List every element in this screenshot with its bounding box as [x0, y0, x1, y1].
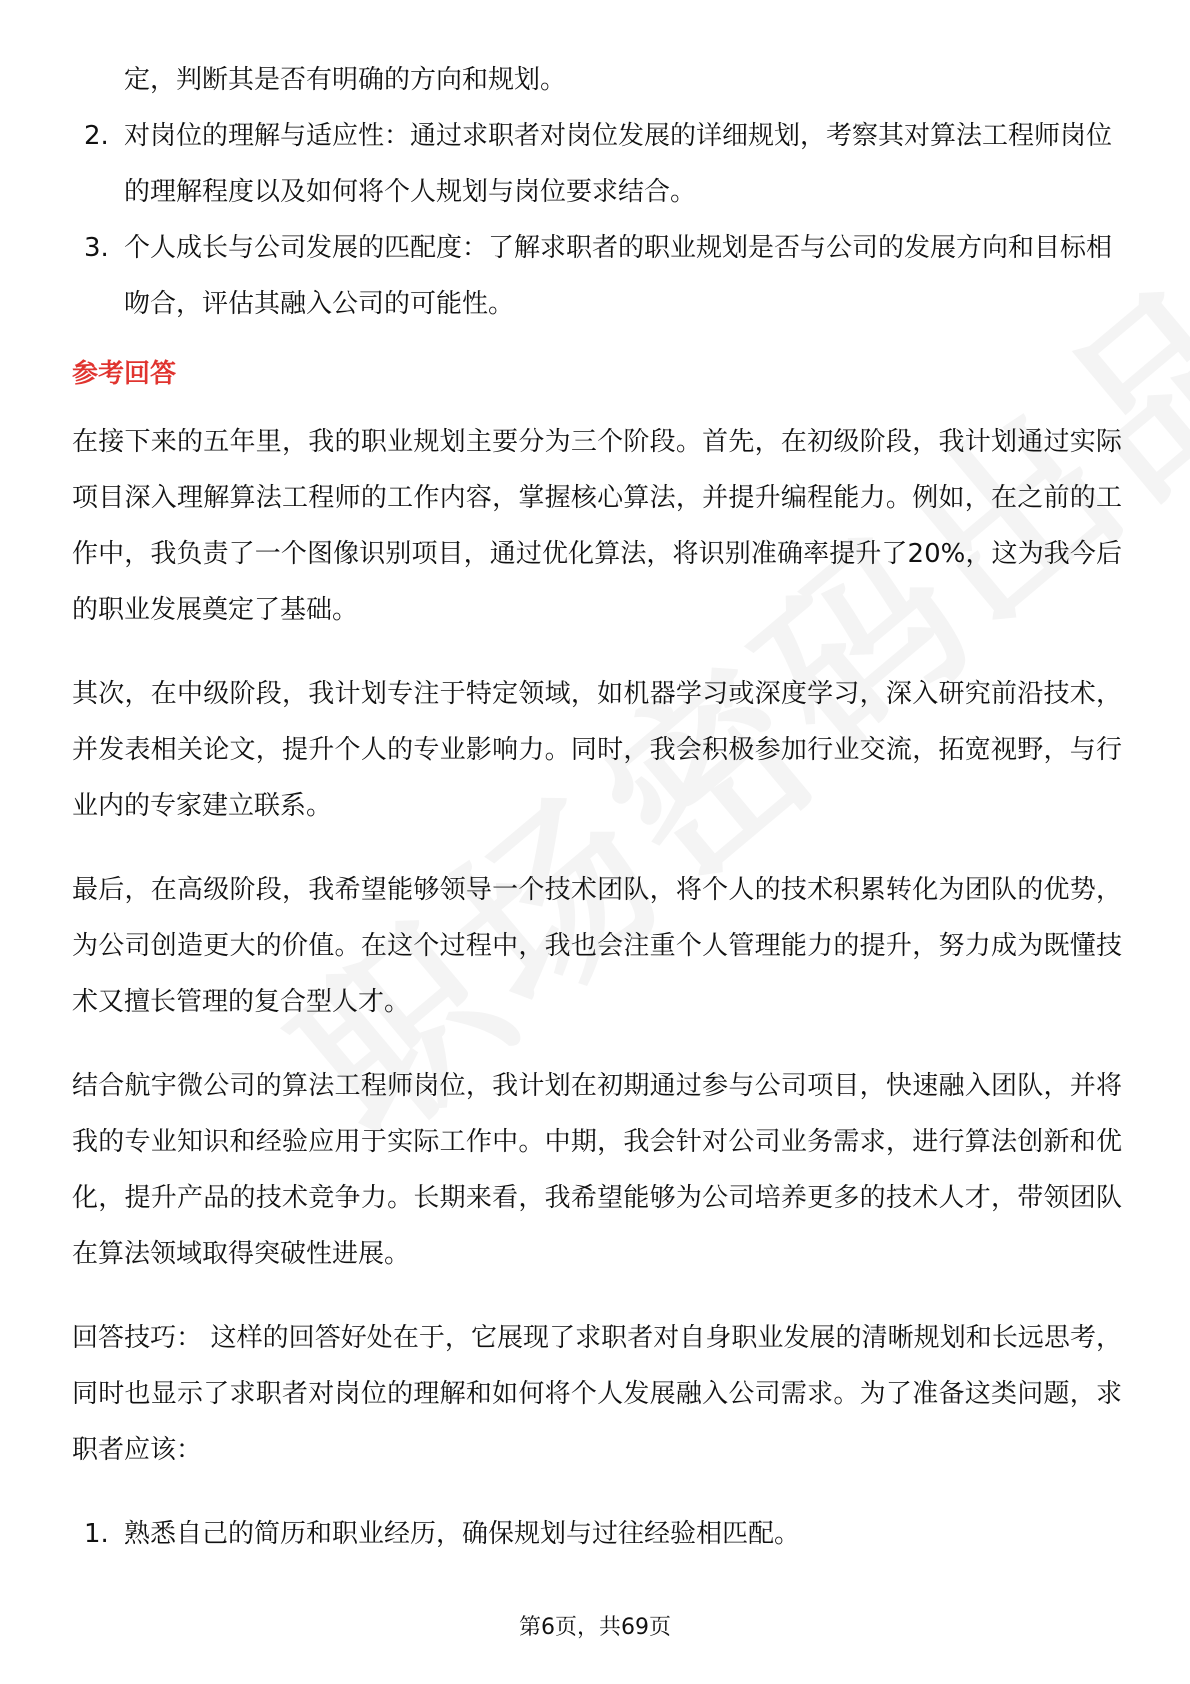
list-item-continuation: 定，判断其是否有明确的方向和规划。: [124, 65, 567, 95]
document-body: [72, 52, 1122, 1562]
answer-paragraph: 其次，在中级阶段，我计划专注于特定领域，如机器学习或深度学习，深入研究前沿技术，并发表相关论文，提升个人的专业影响力。同时，我会积极参加行业交流，拓宽视野，与行业内的专家建立联系。: [72, 679, 1122, 821]
list-number: 2.: [84, 121, 109, 151]
list-number: 1.: [84, 1519, 109, 1549]
tips-paragraph: 回答技巧： 这样的回答好处在于，它展现了求职者对自身职业发展的清晰规划和长远思考，同时也显示了求职者对岗位的理解和如何将个人发展融入公司需求。为了准备这类问题，求职者应该：: [72, 1323, 1122, 1465]
list-item: [72, 220, 1122, 332]
list-item: [72, 1506, 1122, 1562]
criteria-list: [72, 108, 1122, 332]
answer-paragraph: 结合航宇微公司的算法工程师岗位，我计划在初期通过参与公司项目，快速融入团队，并将我的专业知识和经验应用于实际工作中。中期，我会针对公司业务需求，进行算法创新和优化，提升产品的技术竞争力。长期来看，我希望能够为公司培养更多的技术人才，带领团队在算法领域取得突破性进展。: [72, 1071, 1122, 1269]
list-item-text: 对岗位的理解与适应性：通过求职者对岗位发展的详细规划，考察其对算法工程师岗位的理解程度以及如何将个人规划与岗位要求结合。: [124, 121, 1113, 207]
answer-paragraph: 最后，在高级阶段，我希望能够领导一个技术团队，将个人的技术积累转化为团队的优势，为公司创造更大的价值。在这个过程中，我也会注重个人管理能力的提升，努力成为既懂技术又擅长管理的复合型人才。: [72, 875, 1122, 1017]
list-item-text: 个人成长与公司发展的匹配度：了解求职者的职业规划是否与公司的发展方向和目标相吻合，评估其融入公司的可能性。: [124, 233, 1113, 319]
page-footer: 第6页，共69页: [519, 1615, 671, 1640]
section-title: 参考回答: [72, 359, 177, 389]
list-item-text: 熟悉自己的简历和职业经历，确保规划与过往经验相匹配。: [124, 1519, 801, 1549]
answer-paragraph: 在接下来的五年里，我的职业规划主要分为三个阶段。首先，在初级阶段，我计划通过实际项目深入理解算法工程师的工作内容，掌握核心算法，并提升编程能力。例如，在之前的工作中，我负责了一个图像识别项目，通过优化算法，将识别准确率提升了20%，这为我今后的职业发展奠定了基础。: [72, 427, 1122, 625]
list-number: 3.: [84, 233, 109, 263]
tips-list: [72, 1506, 1122, 1562]
list-item: [72, 108, 1122, 220]
